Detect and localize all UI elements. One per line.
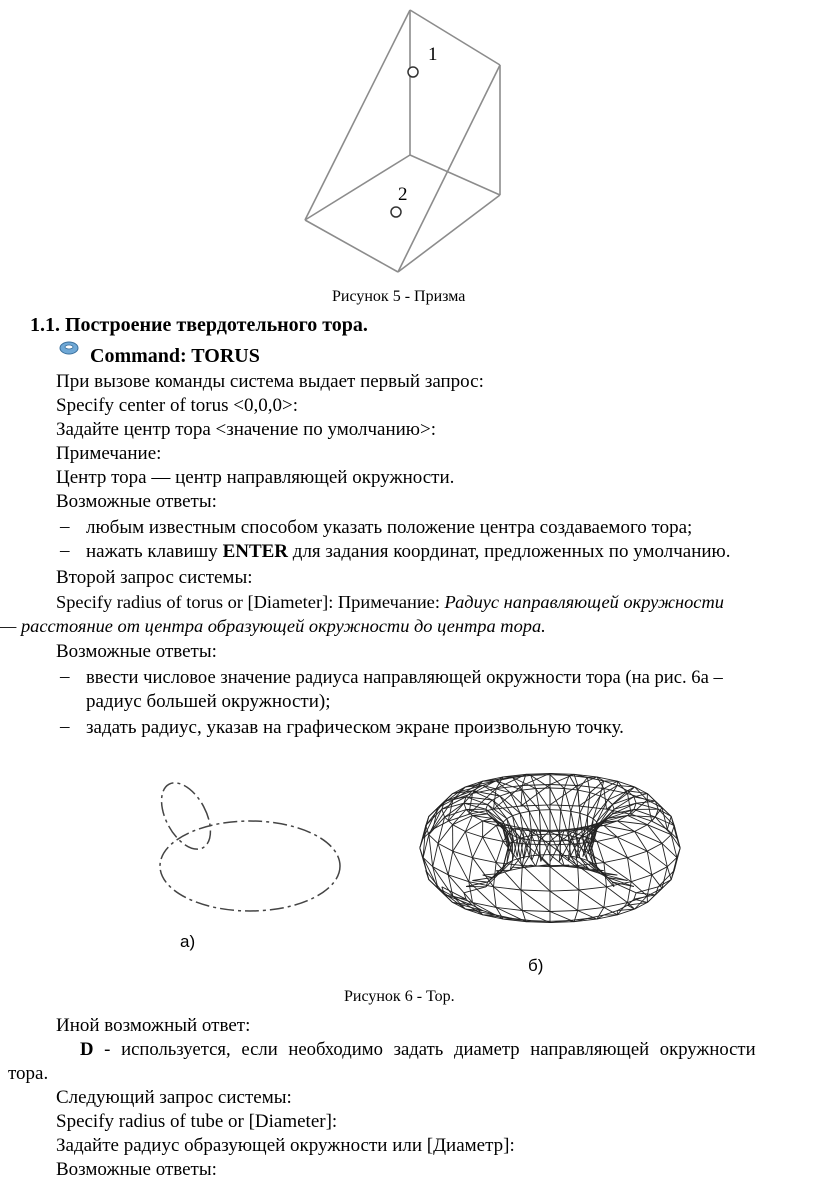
mesh-edge: [667, 867, 671, 880]
mesh-edge: [578, 790, 590, 793]
mesh-edge: [550, 785, 578, 786]
mesh-edge: [571, 790, 578, 811]
mesh-edge: [550, 775, 564, 789]
torus-command-icon: [58, 339, 80, 357]
generating-circle: [151, 775, 220, 857]
body-line: [56, 590, 724, 614]
mesh-edge: [600, 796, 608, 800]
prism-edge: [398, 65, 500, 272]
mesh-edge: [507, 816, 513, 819]
mesh-edge: [583, 836, 588, 857]
mesh-edge: [510, 793, 520, 814]
mesh-edge: [571, 811, 580, 813]
point-1-label: 1: [428, 44, 438, 65]
list-bullet: –: [60, 540, 70, 562]
mesh-edge: [604, 887, 607, 908]
mesh-edge: [550, 911, 578, 912]
command-label: Command: TORUS: [90, 344, 260, 368]
mesh-edge: [465, 832, 482, 838]
mesh-edge: [472, 814, 487, 816]
mesh-edge: [579, 887, 607, 890]
mesh-edge: [494, 887, 522, 890]
prism-figure: [0, 0, 816, 290]
list-item: ввести числовое значение радиуса направляющей окружности тора (на рис. 6а –: [86, 666, 723, 690]
mesh-edge: [564, 789, 571, 812]
mesh-edge: [631, 882, 647, 896]
mesh-edge: [472, 881, 487, 883]
diameter-text: - используется, если необходимо задать диаметр направляющей окружности: [94, 1039, 756, 1060]
body-line: Возможные ответы:: [56, 490, 217, 514]
guide-circle: [160, 821, 340, 911]
mesh-edge: [628, 858, 652, 875]
mesh-edge: [429, 835, 433, 867]
mesh-edge: [635, 825, 648, 832]
mesh-edge: [496, 863, 521, 890]
torus-circles-figure: [150, 778, 350, 918]
mesh-edge: [483, 818, 493, 821]
mesh-edge: [634, 797, 636, 803]
mesh-edge: [496, 841, 503, 862]
body-line-cont: тора.: [8, 1062, 48, 1086]
mesh-edge: [520, 811, 529, 813]
mesh-edge: [590, 793, 600, 796]
mesh-edge: [628, 858, 632, 882]
mesh-edge: [597, 837, 618, 841]
prism-edge: [398, 195, 500, 272]
mesh-edge: [529, 810, 539, 811]
mesh-edge: [647, 800, 652, 821]
prism-edge: [410, 10, 500, 65]
mesh-edge: [521, 805, 550, 806]
torus-wireframe-figure: [420, 756, 680, 946]
point-2-marker: [391, 207, 401, 217]
mesh-edge: [662, 867, 667, 889]
mesh-edge: [483, 875, 493, 878]
list-bullet: –: [60, 716, 70, 738]
note-italic: Радиус направляющей окружности: [445, 592, 724, 612]
mesh-edge: [483, 837, 497, 863]
mesh-edge: [500, 796, 520, 813]
mesh-edge: [631, 875, 652, 882]
diameter-option: D: [80, 1039, 94, 1060]
body-line: Иной возможный ответ:: [56, 1014, 250, 1038]
mesh-edge: [550, 867, 579, 890]
mesh-edge: [426, 870, 445, 894]
body-line: Второй запрос системы:: [56, 566, 253, 590]
mesh-edge: [448, 851, 453, 875]
list-bullet: –: [60, 666, 70, 688]
mesh-edge: [532, 835, 541, 836]
mesh-edge: [634, 794, 648, 797]
list-item-text: нажать клавишу: [86, 541, 223, 562]
mesh-edge: [578, 907, 604, 910]
mesh-edge: [559, 835, 568, 836]
mesh-edge: [488, 800, 493, 805]
mesh-edge: [578, 778, 588, 791]
mesh-edge: [561, 789, 565, 811]
mesh-edge: [550, 890, 579, 891]
figure-6a-label: а): [180, 930, 195, 954]
mesh-edge: [647, 843, 662, 851]
body-line: Возможные ответы:: [56, 1158, 217, 1182]
mesh-edge: [483, 825, 497, 837]
mesh-edge: [652, 867, 668, 875]
mesh-edge: [561, 810, 571, 811]
mesh-edge: [578, 786, 604, 789]
mesh-edge: [608, 800, 613, 805]
mesh-edge: [453, 825, 466, 832]
body-line: [80, 1038, 756, 1062]
body-line: Specify radius of tube or [Diameter]:: [56, 1110, 337, 1134]
mesh-edge: [580, 813, 588, 816]
mesh-edge: [593, 819, 597, 822]
mesh-edge: [423, 808, 438, 839]
mesh-edge: [433, 843, 438, 866]
section-heading: 1.1. Построение твердотельного тора.: [30, 313, 368, 337]
mesh-edge: [465, 832, 472, 858]
mesh-edge: [647, 888, 662, 902]
mesh-edge: [521, 890, 550, 891]
body-line: Примечание:: [56, 442, 161, 466]
mesh-edge: [536, 788, 550, 789]
mesh-edge: [500, 793, 510, 796]
mesh-edge: [429, 835, 438, 844]
mesh-edge: [521, 890, 522, 911]
mesh-edge: [617, 832, 634, 838]
prism-edge: [305, 10, 410, 220]
prism-edge: [305, 220, 398, 272]
mesh-edge: [652, 821, 668, 829]
body-line: Следующий запрос системы:: [56, 1086, 292, 1110]
mesh-edge: [522, 911, 550, 912]
mesh-edge: [494, 887, 523, 911]
body-line: Возможные ответы:: [56, 640, 217, 664]
body-line: Задайте радиус образующей окружности или [Диаметр]:: [56, 1134, 515, 1158]
mesh-edge: [578, 890, 579, 911]
mesh-edge: [612, 882, 636, 893]
note-italic-cont: — расстояние от центра образующей окружности до центра тора.: [0, 614, 546, 638]
figure-5-caption: Рисунок 5 - Призма: [332, 288, 465, 306]
list-item: [86, 540, 731, 564]
mesh-edge: [662, 808, 667, 830]
mesh-edge: [579, 890, 604, 907]
mesh-edge: [521, 890, 550, 912]
mesh-edge: [469, 858, 473, 882]
mesh-edge: [652, 875, 662, 889]
figure-6-caption: Рисунок 6 - Тор.: [344, 988, 455, 1006]
mesh-edge: [612, 805, 614, 810]
mesh-edge: [536, 855, 540, 866]
body-line: Задайте центр тора <значение по умолчанию>:: [56, 418, 436, 442]
mesh-edge: [503, 819, 507, 822]
mesh-edge: [492, 796, 500, 800]
list-item-text: для задания координат, предложенных по умолчанию.: [288, 541, 730, 562]
point-2-label: 2: [398, 184, 408, 205]
mesh-edge: [513, 867, 523, 868]
mesh-edge: [550, 805, 579, 806]
mesh-edge: [486, 805, 488, 810]
mesh-edge: [550, 788, 564, 789]
mesh-edge: [628, 851, 648, 858]
mesh-edge: [588, 816, 594, 819]
mesh-edge: [473, 837, 483, 858]
mesh-edge: [578, 790, 580, 813]
enter-key-label: ENTER: [223, 541, 288, 562]
figure-6b-label: б): [528, 954, 543, 978]
mesh-edge: [631, 814, 652, 821]
mesh-edge: [662, 835, 671, 844]
list-item: любым известным способом указать положение центра создаваемого тора;: [86, 516, 692, 540]
mesh-edge: [513, 813, 521, 816]
prompt-text: Specify radius of torus or [Diameter]: Примечание:: [56, 592, 445, 612]
mesh-edge: [550, 912, 574, 922]
mesh-edge: [521, 866, 522, 890]
mesh-edge: [453, 832, 466, 852]
mesh-edge: [634, 893, 636, 899]
mesh-edge: [607, 887, 628, 903]
list-item: задать радиус, указав на графическом экране произвольную точку.: [86, 716, 624, 740]
mesh-edge: [526, 922, 550, 923]
body-line: Центр тора — центр направляющей окружности.: [56, 466, 454, 490]
mesh-edge: [578, 866, 579, 890]
mesh-edge: [550, 891, 578, 910]
mesh-edge: [662, 843, 677, 857]
mesh-edge: [522, 789, 536, 791]
mesh-edge: [647, 875, 652, 896]
mesh-edge: [604, 858, 628, 863]
mesh-edge: [483, 837, 504, 841]
mesh-edge: [578, 911, 597, 920]
list-item-cont: радиус большей окружности);: [86, 690, 331, 714]
body-line: Specify center of torus <0,0,0>:: [56, 394, 298, 418]
body-line: При вызове команды система выдает первый запрос:: [56, 370, 484, 394]
mesh-edge: [494, 887, 497, 908]
mesh-edge: [522, 866, 550, 892]
point-1-marker: [408, 67, 418, 77]
prism-edge: [410, 155, 500, 195]
list-bullet: –: [60, 516, 70, 538]
